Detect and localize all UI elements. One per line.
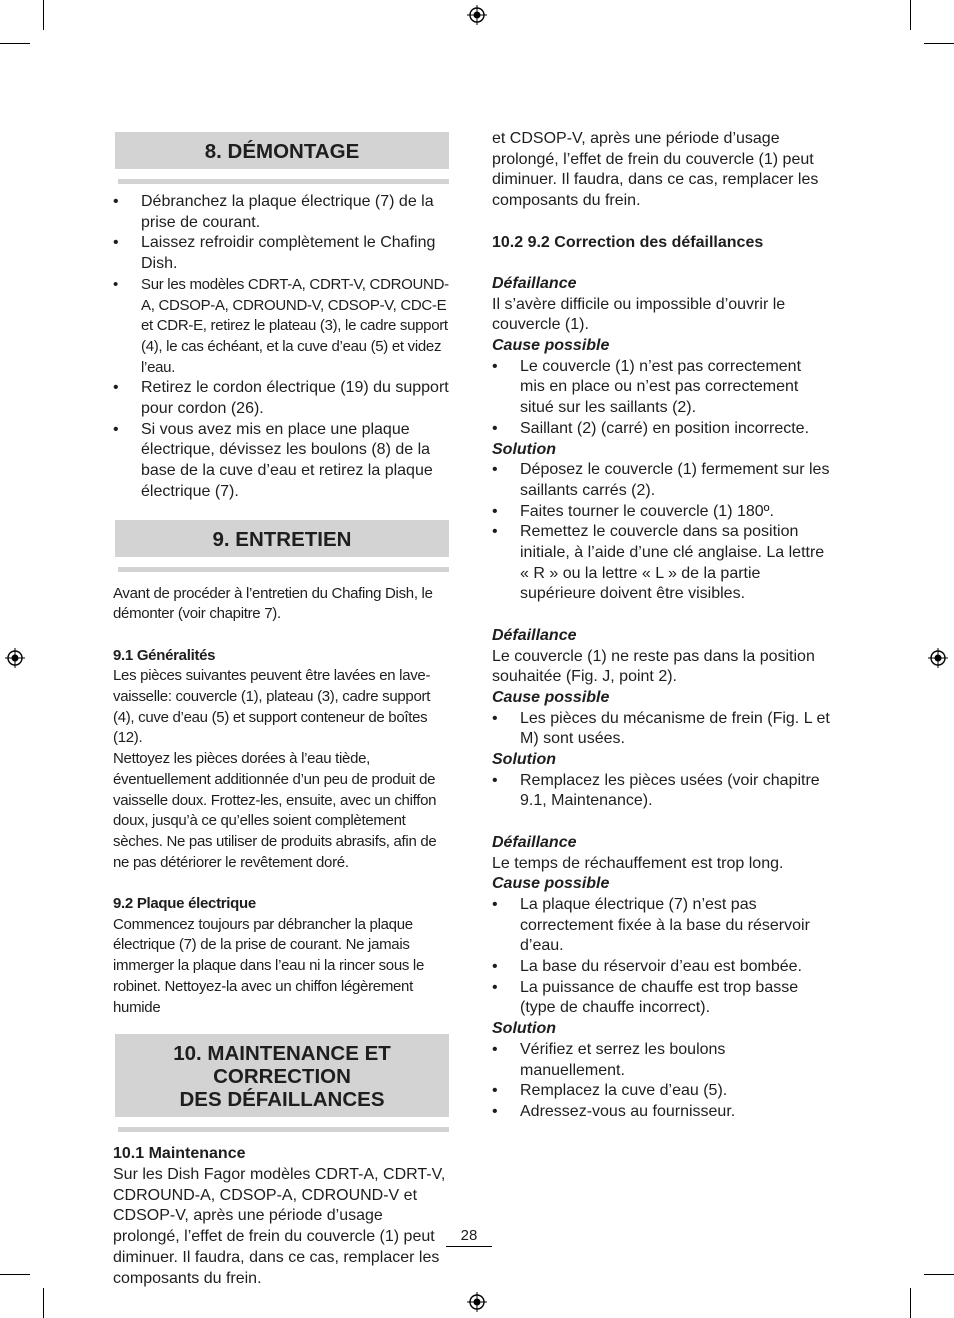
fault-description: Il s’avère difficile ou impossible d’ouvrir le couvercle (1). <box>492 295 786 334</box>
fault-label: Défaillance <box>492 274 577 292</box>
solution-list <box>492 771 830 812</box>
registration-mark-icon <box>467 1292 487 1312</box>
crop-mark <box>0 43 30 44</box>
paragraph: Les pièces suivantes peuvent être lavées en lave-vaisselle: couvercle (1), plateau (3), cadre support (4), cuve d’eau (5) et support conteneur de boîtes (12). <box>113 667 431 747</box>
subsection-9-2-heading: 9.2 Plaque électrique <box>113 895 256 913</box>
list-item: • Remettez le couvercle dans sa position initiale, à l’aide d’une clé anglaise. La lettre « R » ou la lettre « L » de la partie supérieure doivent être visibles. <box>492 522 830 605</box>
left-column <box>113 132 449 1287</box>
section-10-title-line: 10. MAINTENANCE ET CORRECTION <box>173 1042 391 1089</box>
section-divider <box>118 1127 449 1132</box>
page-number: 28 <box>446 1227 492 1247</box>
cause-label: Cause possible <box>492 875 610 893</box>
solution-label: Solution <box>492 440 556 458</box>
solution-list <box>492 460 830 605</box>
right-column <box>492 129 830 1123</box>
section-9-intro: Avant de procéder à l’entretien du Chafing Dish, le démonter (voir chapitre 7). <box>113 584 433 623</box>
cause-label: Cause possible <box>492 337 610 354</box>
list-item: • Remplacez la cuve d’eau (5). <box>492 1081 830 1102</box>
section-10-title-line: DES DÉFAILLANCES <box>179 1088 385 1112</box>
subsection-9-1-heading: 9.1 Généralités <box>113 646 216 664</box>
section-divider <box>118 567 449 572</box>
section-9-title: 9. ENTRETIEN <box>115 520 449 557</box>
section-8-title: 8. DÉMONTAGE <box>115 132 449 169</box>
crop-mark <box>910 0 911 30</box>
fault-label: Défaillance <box>492 626 577 644</box>
list-item: • Adressez-vous au fournisseur. <box>492 1102 830 1123</box>
solution-label: Solution <box>492 1020 556 1038</box>
registration-mark-icon <box>928 648 948 668</box>
paragraph: Nettoyez les pièces dorées à l’eau tiède, éventuellement additionnée d’un peu de produit de vaisselle doux. Frottez-les, ensuite, avec un chiffon doux, jusqu’à ce qu’elles soient complètement sèches. Ne pas utiliser de produits abrasifs, afin de ne pas détériorer le revêtement doré. <box>113 750 437 871</box>
fault-description: Le couvercle (1) ne reste pas dans la position souhaitée (Fig. J, point 2). <box>492 647 815 686</box>
list-item: • Retirez le cordon électrique (19) du support pour cordon (26). <box>113 378 449 419</box>
crop-mark <box>924 43 954 44</box>
list-item: • Saillant (2) (carré) en position incorrecte. <box>492 419 830 440</box>
paragraph: Commencez toujours par débrancher la plaque électrique (7) de la prise de courant. Ne jamais immerger la plaque dans l’eau ni la rincer sous le robinet. Nettoyez-la avec un chiffon légèrement humide <box>113 915 425 1016</box>
solution-list <box>492 1040 830 1123</box>
list-item: • La puissance de chauffe est trop basse (type de chauffe incorrect). <box>492 978 830 1019</box>
solution-label: Solution <box>492 751 556 769</box>
subsection-10-2-heading: 10.2 9.2 Correction des défaillances <box>492 233 764 251</box>
cause-list <box>492 357 830 440</box>
list-item: • Le couvercle (1) n’est pas correctement mis en place ou n’est pas correctement situé sur les saillants (2). <box>492 357 830 419</box>
paragraph: Sur les Dish Fagor modèles CDRT-A, CDRT-V, CDROUND-A, CDSOP-A, CDROUND-V et CDSOP-V, après une période d’usage prolongé, l’effet de frein du couvercle (1) peut diminuer. Il faudra, dans ce cas, remplacer les composants du frein. <box>113 1165 446 1287</box>
fault-label: Défaillance <box>492 833 577 851</box>
section-divider <box>118 179 449 184</box>
list-item: • Remplacez les pièces usées (voir chapitre 9.1, Maintenance). <box>492 771 830 812</box>
list-item: • Si vous avez mis en place une plaque électrique, dévissez les boulons (8) de la base de la cuve d’eau et retirez la plaque électrique (7). <box>113 420 449 503</box>
cause-list <box>492 709 830 750</box>
list-item: • Faites tourner le couvercle (1) 180º. <box>492 502 830 523</box>
section-8-list <box>113 192 449 503</box>
cause-list <box>492 895 830 1019</box>
cause-label: Cause possible <box>492 688 610 706</box>
list-item: • Débranchez la plaque électrique (7) de la prise de courant. <box>113 192 449 233</box>
fault-description: Le temps de réchauffement est trop long. <box>492 854 784 872</box>
list-item: • La plaque électrique (7) n’est pas correctement fixée à la base du réservoir d’eau. <box>492 895 830 957</box>
list-item: • Laissez refroidir complètement le Chafing Dish. <box>113 233 449 274</box>
crop-mark <box>924 1274 954 1275</box>
crop-mark <box>0 1274 30 1275</box>
crop-mark <box>43 1288 44 1318</box>
subsection-10-1-heading: 10.1 Maintenance <box>113 1145 246 1163</box>
registration-mark-icon <box>467 5 487 25</box>
paragraph-continued: et CDSOP-V, après une période d’usage prolongé, l’effet de frein du couvercle (1) peut diminuer. Il faudra, dans ce cas, remplacer les composants du frein. <box>492 130 819 210</box>
section-10-title <box>115 1034 449 1117</box>
crop-mark <box>43 0 44 30</box>
list-item: • Sur les modèles CDRT-A, CDRT-V, CDROUND-A, CDSOP-A, CDROUND-V, CDSOP-V, CDC-E et CDR-E, retirez le plateau (3), le cadre support (4), le cas échéant, et la cuve d’eau (5) et videz l’eau. <box>113 275 449 379</box>
crop-mark <box>910 1288 911 1318</box>
list-item: • Les pièces du mécanisme de frein (Fig. L et M) sont usées. <box>492 709 830 750</box>
registration-mark-icon <box>5 648 25 668</box>
list-item: • Déposez le couvercle (1) fermement sur les saillants carrés (2). <box>492 460 830 501</box>
list-item: • La base du réservoir d’eau est bombée. <box>492 957 830 978</box>
list-item: • Vérifiez et serrez les boulons manuellement. <box>492 1040 830 1081</box>
